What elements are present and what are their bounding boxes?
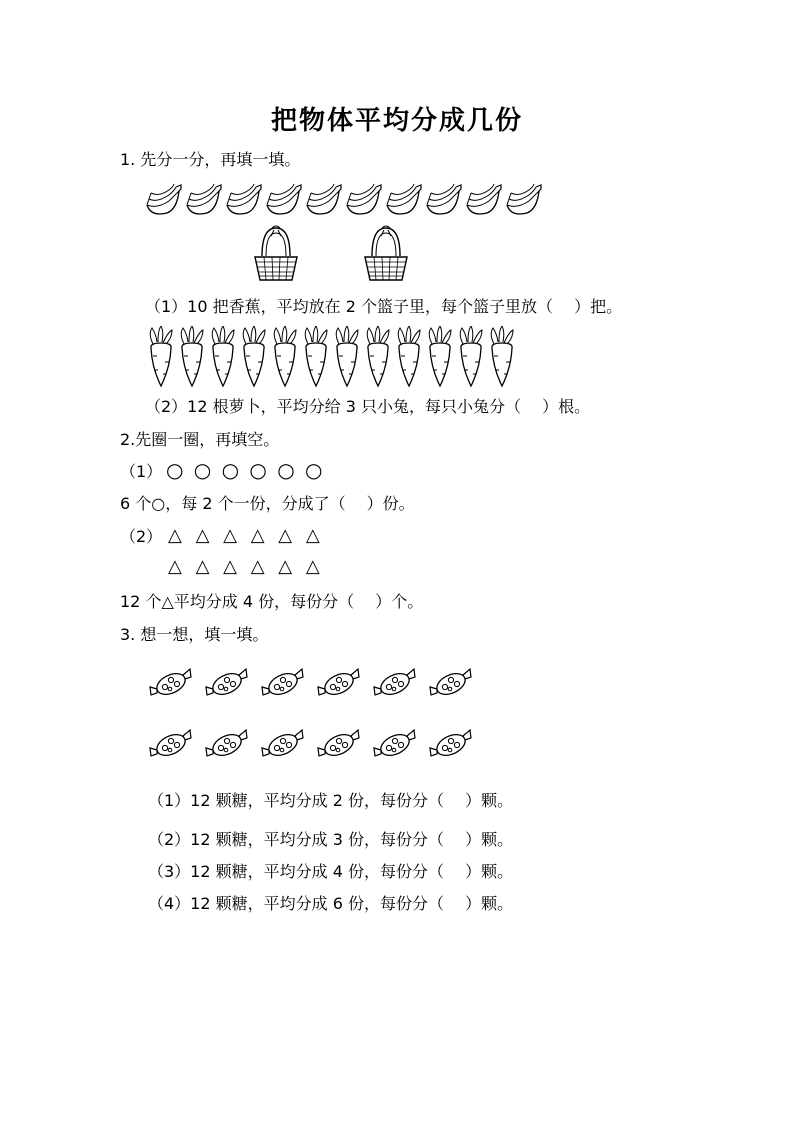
banana-icon <box>345 183 383 217</box>
q3-item-2: （2）12 颗糖，平均分成 3 份，每份分（ ）颗。 <box>148 830 514 849</box>
carrot-icon <box>301 326 331 388</box>
candy-icon <box>372 665 418 701</box>
candy-icon <box>260 665 306 701</box>
carrot-icon <box>425 326 455 388</box>
candy-icon <box>260 726 306 762</box>
candy-row-2 <box>148 726 484 762</box>
candy-icon <box>316 726 362 762</box>
candy-row-1 <box>148 665 484 701</box>
q1-heading: 1. 先分一分，再填一填。 <box>120 150 301 169</box>
banana-row <box>145 183 545 217</box>
carrot-row <box>146 326 518 388</box>
candy-icon <box>204 726 250 762</box>
carrot-icon <box>332 326 362 388</box>
banana-icon <box>305 183 343 217</box>
carrot-icon <box>363 326 393 388</box>
page-title: 把物体平均分成几份 <box>270 106 523 136</box>
carrot-icon <box>487 326 517 388</box>
banana-icon <box>185 183 223 217</box>
q3-item-3: （3）12 颗糖，平均分成 4 份，每份分（ ）颗。 <box>148 862 514 881</box>
basket-2-icon <box>362 224 410 284</box>
q3-item-4: （4）12 颗糖，平均分成 6 份，每份分（ ）颗。 <box>148 894 514 913</box>
banana-icon <box>145 183 183 217</box>
candy-icon <box>428 726 474 762</box>
q1-sub2: （2）12 根萝卜，平均分给 3 只小兔，每只小兔分（ ）根。 <box>145 397 591 416</box>
candy-icon <box>316 665 362 701</box>
q2-part1-label: （1） <box>120 462 163 481</box>
basket-1-icon <box>252 224 300 284</box>
banana-icon <box>465 183 503 217</box>
q1-sub1: （1）10 把香蕉，平均放在 2 个篮子里，每个篮子里放（ ）把。 <box>145 297 623 316</box>
carrot-icon <box>456 326 486 388</box>
candy-icon <box>428 665 474 701</box>
carrot-icon <box>270 326 300 388</box>
banana-icon <box>265 183 303 217</box>
candy-icon <box>148 665 194 701</box>
carrot-icon <box>208 326 238 388</box>
q2-triangles-row2: △ △ △ △ △ △ <box>168 556 324 577</box>
q2-part1-text: 6 个○，每 2 个一份，分成了（ ）份。 <box>120 494 415 513</box>
q2-part2-text: 12 个△平均分成 4 份，每份分（ ）个。 <box>120 592 424 611</box>
carrot-icon <box>239 326 269 388</box>
q3-item-1: （1）12 颗糖，平均分成 2 份，每份分（ ）颗。 <box>148 791 514 810</box>
candy-icon <box>204 665 250 701</box>
q2-part2-label: （2） <box>120 527 163 546</box>
banana-icon <box>505 183 543 217</box>
carrot-icon <box>394 326 424 388</box>
candy-icon <box>372 726 418 762</box>
candy-icon <box>148 726 194 762</box>
q3-heading: 3. 想一想，填一填。 <box>120 625 269 644</box>
banana-icon <box>225 183 263 217</box>
carrot-icon <box>146 326 176 388</box>
carrot-icon <box>177 326 207 388</box>
q2-circles: ○ ○ ○ ○ ○ ○ <box>166 458 325 482</box>
q2-triangles-row1: △ △ △ △ △ △ <box>168 525 324 546</box>
q2-heading: 2.先圈一圈，再填空。 <box>120 430 280 449</box>
banana-icon <box>385 183 423 217</box>
banana-icon <box>425 183 463 217</box>
